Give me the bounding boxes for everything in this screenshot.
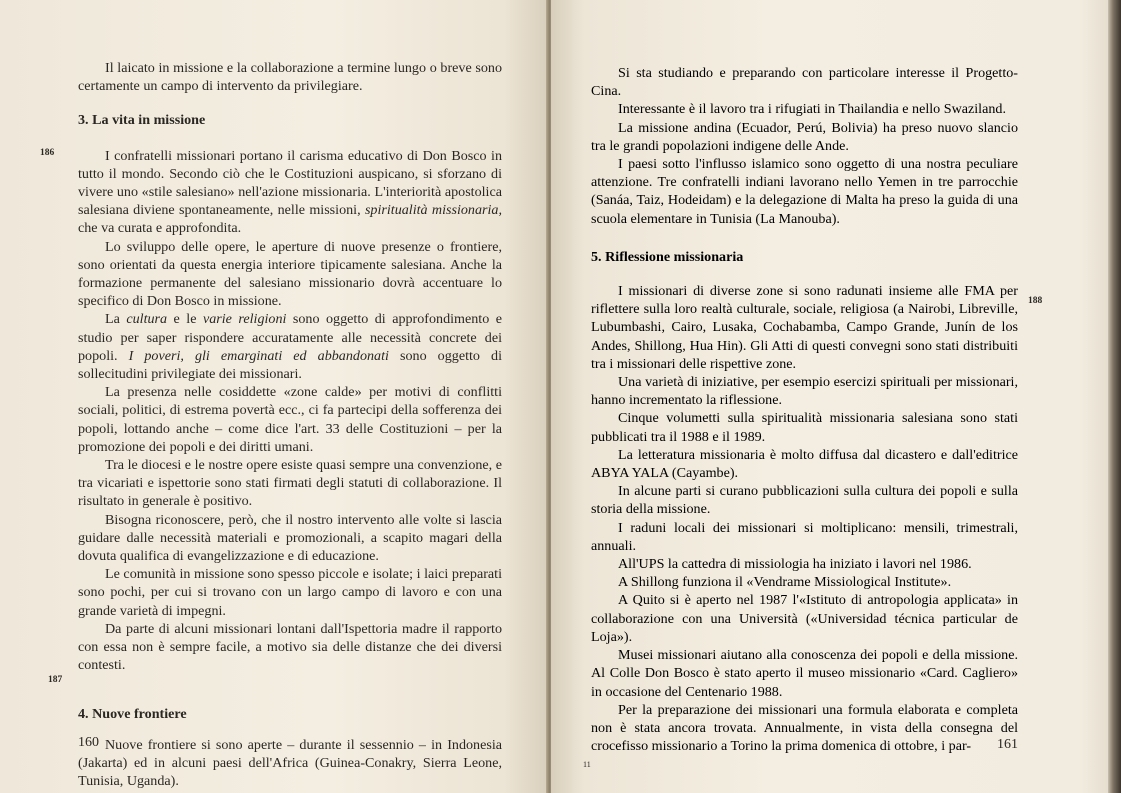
paragraph: Musei missionari aiutano alla conoscenza dei popoli e della missione. Al Colle Don Bosco è stato aperto il museo missionario «Card. Cagliero» in occasione del Centenario 1988. — [591, 647, 1018, 700]
paragraph: I raduni locali dei missionari si moltiplicano: mensili, trimestrali, annuali. — [591, 519, 1018, 554]
section-heading-4: 4. Nuove frontiere — [78, 705, 187, 722]
left-page — [0, 0, 548, 793]
text-run: sono oggetto di approfondimento e studio per saper rispondere accuratamente alle necessità concrete dei popoli. — [78, 311, 503, 364]
page-number-left: 160 — [78, 735, 99, 750]
section-heading-3: 3. La vita in missione — [78, 112, 206, 129]
paragraph: La letteratura missionaria è molto diffusa dal dicastero e dall'editrice ABYA YALA (Cayambe). — [591, 446, 1018, 482]
paragraph: La presenza nelle cosiddette «zone calde» per motivi di conflitti sociali, politici, di estrema povertà ecc., ci fa partecipi della sofferenza dei popoli, lottando anche – come dice l'art. 33 delle Costituzioni – per la promozione dei popoli e dei diritti umani. — [78, 384, 502, 455]
book-edge-right — [1108, 0, 1121, 793]
paragraph: Nuove frontiere si sono aperte – durante il sessennio – in Indonesia (Jakarta) ed in alcuni paesi dell'Africa (Guinea-Conakry, Sierra Leone, Tunisia, Uganda). — [78, 736, 502, 790]
paragraph: Da parte di alcuni missionari lontani dall'Ispettoria madre il rapporto con essa non è sempre facile, a motivo sia delle distanze che dei diversi contesti. — [78, 620, 502, 674]
marginal-number-188: 188 — [1028, 296, 1043, 306]
paragraph: Le comunità in missione sono spesso piccole e isolate; i laici preparati sono pochi, per cui si trovano con un largo campo di lavoro e con una grande varietà di impegni. — [78, 566, 502, 619]
right-text-block — [591, 64, 1018, 755]
paragraph: A Quito si è aperto nel 1987 l'«Istituto di antropologia applicata» in collaborazione con una Università («Universidad técnica particular de Loja»). — [591, 592, 1018, 645]
signature-mark: 11 — [583, 760, 591, 769]
text-run: La — [105, 311, 127, 328]
marginal-number-187: 187 — [48, 675, 63, 685]
page-number-right: 161 — [997, 737, 1018, 752]
italic-run: I poveri, gli emarginati ed abbandonati — [128, 347, 389, 364]
text-run: I confratelli missionari portano il carisma educativo di Don Bosco in tutto il mondo. Secondo ciò che le Costituzioni auspicano, si sforzano di vivere uno «stile salesiano» nell'azione missionaria. L'interiorità apostolica salesiana diviene spontaneamente, nelle missioni, — [78, 147, 502, 219]
text-run: sono oggetto di sollecitudini privilegiate dei missionari. — [78, 347, 502, 383]
paragraph: In alcune parti si curano pubblicazioni sulla cultura dei popoli e sulla storia della missione. — [591, 483, 1018, 518]
italic-run: spiritualità missionaria, — [364, 202, 502, 219]
paragraph: La missione andina (Ecuador, Perú, Bolivia) ha preso nuovo slancio tra le grandi popolazioni indigene delle Ande. — [591, 119, 1018, 154]
text-run: che va curata e approfondita. — [78, 220, 242, 237]
paragraph: Per la preparazione dei missionari una formula elaborata e completa non è stata ancora trovata. Annualmente, in vista della consegna del crocefisso missionario a Torino la prima domenica di ottobre, i par- — [591, 701, 1018, 755]
paragraph: Il laicato in missione e la collaborazione a termine lungo o breve sono certamente un campo di intervento da privilegiare. — [78, 60, 502, 95]
text-run: e le — [167, 311, 203, 328]
paragraph — [78, 147, 502, 238]
paragraph: Cinque volumetti sulla spiritualità missionaria salesiana sono stati pubblicati tra il 1988 e il 1989. — [591, 410, 1018, 445]
section-heading-5: 5. Riflessione missionaria — [591, 248, 744, 265]
paragraph: Interessante è il lavoro tra i rifugiati in Thailandia e nello Swaziland. — [618, 101, 1006, 118]
italic-run: varie religioni — [202, 311, 287, 328]
paragraph: Lo sviluppo delle opere, le aperture di nuove presenze o frontiere, sono orientati da questa energia interiore tipicamente salesiana. Anche la formazione permanente del salesiano missionario dovrà accentuare lo specifico di Don Bosco in missione. — [78, 238, 502, 310]
left-text-block — [78, 59, 502, 790]
paragraph — [78, 310, 502, 383]
paragraph: A Shillong funziona il «Vendrame Missiological Institute». — [618, 574, 952, 591]
paragraph: I paesi sotto l'influsso islamico sono oggetto di una nostra peculiare attenzione. Tre confratelli indiani lavorano nello Yemen in tre parrocchie (Sanáa, Taiz, Hodeidam) e la delegazione di Malta ha preso la guida di una scuola elementare in Tunisia (La Manouba). — [591, 156, 1018, 227]
marginal-number-186: 186 — [40, 148, 55, 158]
italic-run: cultura — [126, 311, 168, 328]
paragraph: Si sta studiando e preparando con particolare interesse il Progetto-Cina. — [591, 65, 1018, 100]
paragraph: All'UPS la cattedra di missiologia ha iniziato i lavori nel 1986. — [618, 556, 972, 573]
paragraph: Bisogna riconoscere, però, che il nostro intervento alle volte si lascia guidare dalle necessità materiali e promozionali, a scapito magari della dovuta qualifica di evangelizzazione e di educazione. — [78, 511, 502, 565]
paragraph: Una varietà di iniziative, per esempio esercizi spirituali per missionari, hanno incrementato la riflessione. — [591, 374, 1018, 409]
paragraph: I missionari di diverse zone si sono radunati insieme alle FMA per riflettere sulla loro realtà culturale, sociale, religiosa (a Nairobi, Libreville, Lubumbashi, Cairo, Lusaka, Cochabamba, Campo Grande, Junín de los Andes, Shillong, Hua Hin). Gli Atti di questi convegni sono stati distribuiti tra i missionari delle rispettive zone. — [591, 283, 1018, 372]
paragraph: Tra le diocesi e le nostre opere esiste quasi sempre una convenzione, e tra vicariati e ispettorie sono stati firmati degli statuti di collaborazione. Il risultato in generale è positivo. — [78, 457, 502, 510]
